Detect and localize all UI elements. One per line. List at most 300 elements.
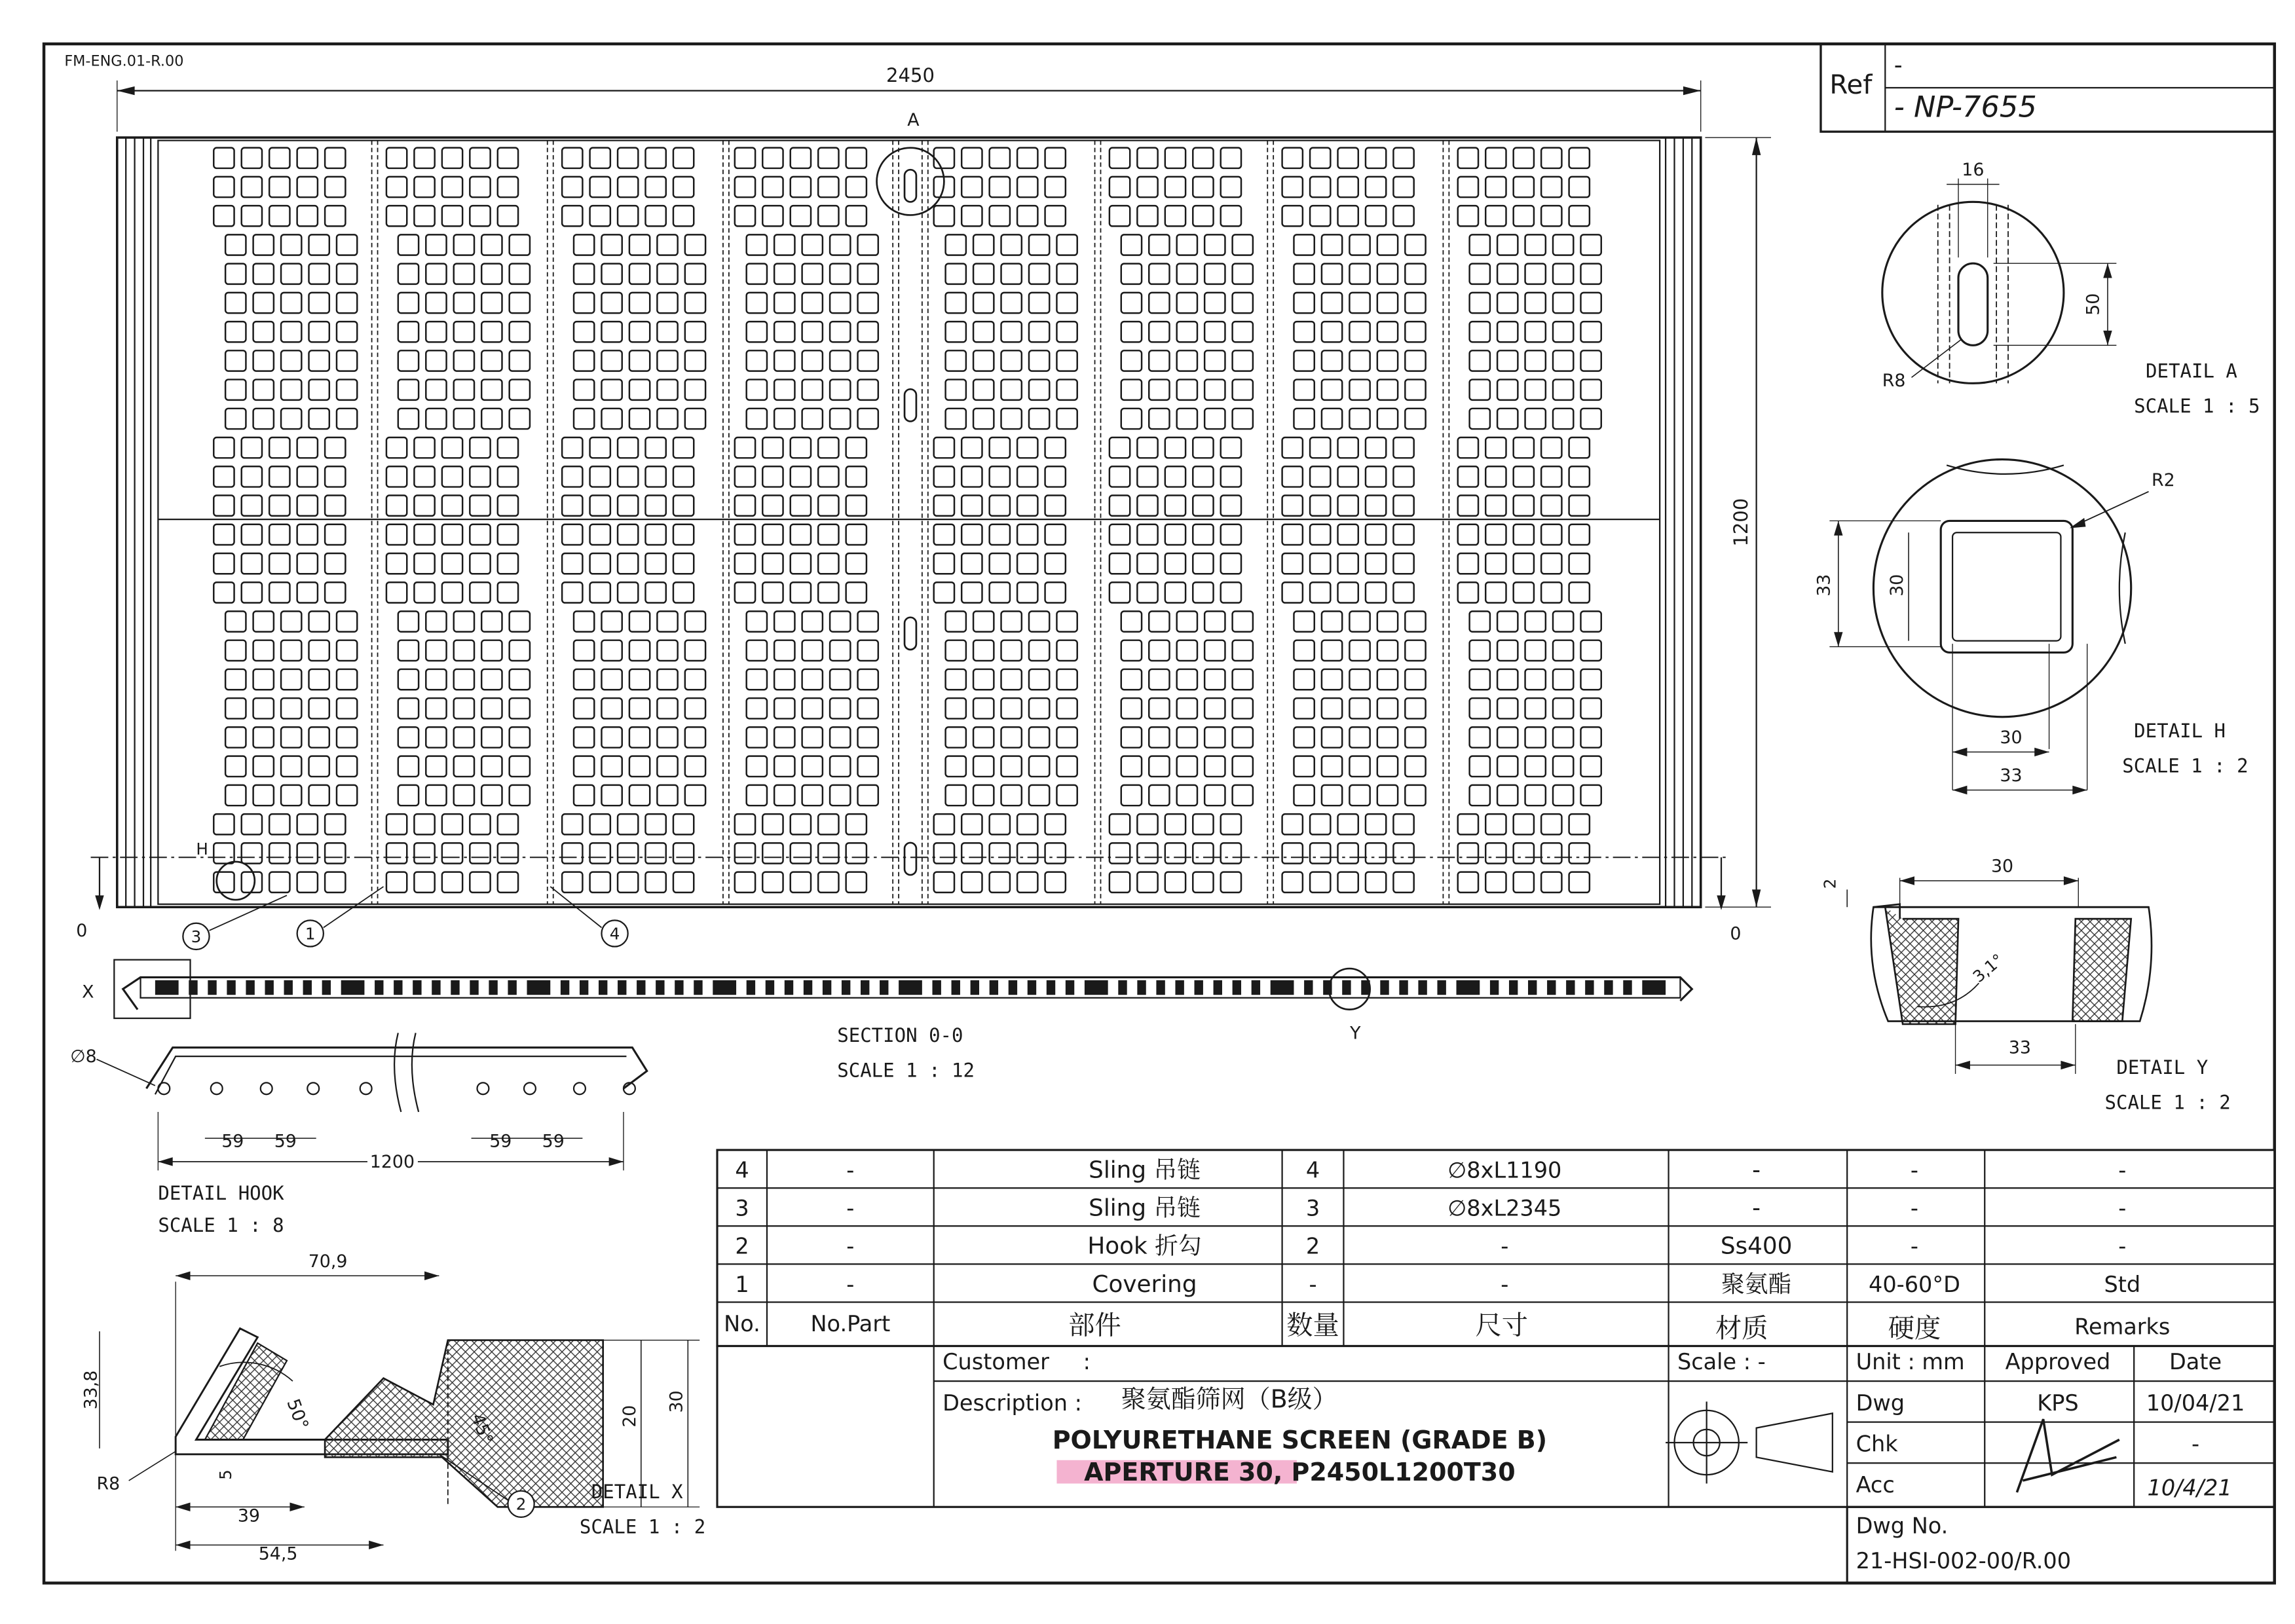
aperture [1017,177,1037,197]
aperture [1377,234,1398,255]
aperture [1149,611,1169,631]
aperture [481,785,502,805]
aperture [1121,234,1142,255]
aperture [1137,872,1157,893]
aperture [562,206,582,226]
aperture [269,814,289,834]
aperture [791,843,811,863]
aperture [498,437,518,458]
aperture [1017,206,1037,226]
aperture [973,350,994,371]
aperture [1029,785,1049,805]
aperture [601,322,622,342]
aperture [1282,437,1303,458]
aperture [1338,496,1358,516]
section-block [1137,980,1146,995]
aperture [590,525,610,545]
aperture [1514,582,1534,602]
aperture [858,756,878,777]
angle-3-1: 3,1° [1969,950,2007,987]
aperture [1029,293,1049,313]
aperture [818,148,838,168]
aperture [1514,814,1534,834]
aperture [1056,322,1077,342]
aperture [590,582,610,602]
aperture [242,206,262,226]
aperture [1470,350,1490,371]
aperture [1541,206,1561,226]
detail-x-title: DETAIL X [591,1480,683,1503]
aperture [629,756,650,777]
aperture [673,525,694,545]
aperture [1514,553,1534,574]
aperture [1485,582,1506,602]
aperture [1349,756,1370,777]
customer-label: Customer [942,1349,1049,1375]
aperture [269,466,289,487]
dwg-no: 21-HSI-002-00/R.00 [1856,1548,2072,1574]
hdr-size: 尺寸 [1475,1310,1529,1341]
aperture [1001,640,1022,661]
overall-height-dim: 1200 [1730,498,1753,547]
section-block [823,980,831,995]
aperture [337,727,357,747]
aperture [646,843,666,863]
aperture [762,814,783,834]
aperture [774,756,794,777]
aperture [685,322,705,342]
aperture [1338,525,1358,545]
aperture [590,177,610,197]
parts-cell-name: Sling 吊链 [1089,1156,1201,1184]
aperture [747,727,767,747]
aperture [830,234,850,255]
aperture [1294,698,1314,718]
aperture [1056,756,1077,777]
aperture [337,409,357,429]
aperture [818,466,838,487]
aperture [1165,437,1185,458]
aperture [1377,409,1398,429]
aperture [774,785,794,805]
aperture [934,437,954,458]
aperture [1233,640,1253,661]
aperture [1470,234,1490,255]
aperture [1349,264,1370,284]
aperture [225,727,246,747]
aperture [818,437,838,458]
aperture [1405,698,1425,718]
aperture [1393,206,1413,226]
aperture [1233,785,1253,805]
aperture [253,350,274,371]
aperture [442,437,462,458]
aperture [1525,322,1546,342]
aperture [281,785,301,805]
section-block [1028,980,1036,995]
aperture [1338,582,1358,602]
aperture [1177,669,1197,690]
aperture [802,785,823,805]
aperture [1349,727,1370,747]
section-block [1623,980,1632,995]
dim-16: 16 [1962,160,1985,181]
aperture [398,785,419,805]
aperture [1282,843,1303,863]
section-block [246,980,254,995]
aperture [1294,380,1314,400]
aperture [1056,785,1077,805]
aperture [1322,669,1342,690]
aperture [618,553,638,574]
aperture [1221,206,1241,226]
aperture [1377,727,1398,747]
aperture [498,525,518,545]
aperture [1045,496,1066,516]
aperture [858,350,878,371]
aperture [618,814,638,834]
aperture [1525,785,1546,805]
aperture [309,380,329,400]
detail-h-title: DETAIL H [2134,720,2226,743]
chk-signature [2017,1419,2119,1492]
aperture [1121,409,1142,429]
aperture [574,234,594,255]
aperture [590,553,610,574]
aperture [1366,466,1386,487]
detail-x-callout [114,960,190,1018]
aperture [858,727,878,747]
aperture [498,843,518,863]
aperture [657,640,677,661]
aperture [454,611,474,631]
aperture [269,437,289,458]
aperture [1017,148,1037,168]
aperture [1149,409,1169,429]
section-block [1252,980,1260,995]
aperture [1177,409,1197,429]
aperture [590,843,610,863]
aperture [1056,264,1077,284]
aperture [791,466,811,487]
aperture [454,234,474,255]
aperture [1204,322,1225,342]
aperture [762,525,783,545]
aperture [1541,872,1561,893]
aperture [1017,872,1037,893]
aperture [1001,669,1022,690]
aperture [481,409,502,429]
aperture [1569,814,1590,834]
aperture [1458,525,1478,545]
aperture [1137,525,1157,545]
aperture [386,814,407,834]
aperture [470,437,490,458]
aperture [1017,437,1037,458]
aperture [1366,206,1386,226]
aperture [1001,380,1022,400]
aperture [337,698,357,718]
parts-cell-size: - [1501,1233,1509,1259]
aperture [747,669,767,690]
aperture [1221,872,1241,893]
aperture [309,350,329,371]
aperture [802,611,823,631]
aperture [1056,727,1077,747]
aperture [1322,698,1342,718]
section-block [599,980,607,995]
balloon-4 [550,887,627,947]
aperture [747,322,767,342]
aperture [1001,350,1022,371]
aperture [1233,756,1253,777]
aperture [1233,264,1253,284]
aperture [309,669,329,690]
aperture [618,872,638,893]
aperture [214,525,234,545]
aperture [1121,611,1142,631]
detail-y-marker: Y [1350,1023,1361,1044]
aperture [1569,437,1590,458]
aperture [1470,727,1490,747]
parts-cell-no: 2 [735,1233,749,1259]
aperture [1393,496,1413,516]
aperture [1393,814,1413,834]
dim-30-v: 30 [1887,574,1908,597]
aperture [673,206,694,226]
aperture [1149,234,1169,255]
aperture [1470,409,1490,429]
aperture [1121,380,1142,400]
parts-cell-part: - [846,1157,855,1183]
aperture [846,582,867,602]
aperture [1204,293,1225,313]
parts-cell-material: - [1752,1194,1761,1222]
aperture [934,814,954,834]
aperture [1056,234,1077,255]
aperture [685,293,705,313]
aperture [214,148,234,168]
aperture [398,698,419,718]
aperture [1121,785,1142,805]
aperture [1193,525,1213,545]
aperture [973,756,994,777]
aperture [510,293,530,313]
section-block [1175,980,1184,995]
aperture [657,264,677,284]
aperture [1137,148,1157,168]
aperture [281,611,301,631]
aperture [426,611,446,631]
aperture [562,148,582,168]
aperture [325,466,345,487]
aperture [601,756,622,777]
aperture [818,553,838,574]
aperture [818,206,838,226]
detail-a-marker: A [907,110,920,131]
aperture [1485,814,1506,834]
parts-cell-qty: 2 [1305,1233,1320,1259]
detail-a [1882,160,2260,417]
aperture [1001,698,1022,718]
aperture [1393,148,1413,168]
dim-54-5: 54,5 [258,1543,298,1564]
aperture [601,409,622,429]
aperture [269,525,289,545]
aperture [297,466,318,487]
aperture [1525,727,1546,747]
aperture [1233,698,1253,718]
aperture [426,264,446,284]
aperture [214,843,234,863]
aperture [1221,814,1241,834]
parts-cell-no: 1 [735,1271,749,1297]
aperture [1110,553,1130,574]
aperture [1569,206,1590,226]
aperture [1485,525,1506,545]
aperture [1525,380,1546,400]
aperture [846,206,867,226]
aperture [973,293,994,313]
dim-20: 20 [619,1405,640,1428]
aperture [1165,466,1185,487]
aperture [646,525,666,545]
aperture [1525,669,1546,690]
detail-h-marker: H [196,839,208,858]
aperture [1405,669,1425,690]
aperture [1017,553,1037,574]
aperture [1204,698,1225,718]
section-block [1457,980,1480,995]
aperture [1580,293,1601,313]
aperture [1366,437,1386,458]
aperture [481,322,502,342]
section-block [227,980,235,995]
aperture [1514,206,1534,226]
aperture [990,525,1010,545]
aperture [309,640,329,661]
aperture [242,553,262,574]
aperture [297,843,318,863]
aperture [646,814,666,834]
aperture [281,234,301,255]
aperture [225,409,246,429]
aperture [1056,611,1077,631]
aperture [1294,322,1314,342]
dim-33-h: 33 [2000,766,2023,786]
aperture [242,437,262,458]
section-block [1233,980,1241,995]
chk-label: Chk [1856,1431,1898,1457]
aperture [629,264,650,284]
aperture [1193,466,1213,487]
section-block [1528,980,1537,995]
aperture [802,380,823,400]
aperture [657,322,677,342]
aperture [1525,698,1546,718]
aperture [1121,698,1142,718]
aperture [1514,496,1534,516]
aperture [281,380,301,400]
aperture [1137,206,1157,226]
radius-r2: R2 [2152,470,2175,490]
aperture [1553,264,1573,284]
aperture [442,553,462,574]
aperture [1029,350,1049,371]
aperture [646,496,666,516]
aperture [1149,264,1169,284]
aperture [1470,322,1490,342]
hdr-part: No.Part [810,1311,891,1337]
aperture [1149,350,1169,371]
aperture [1165,177,1185,197]
aperture [1137,496,1157,516]
aperture [337,234,357,255]
aperture [1458,437,1478,458]
aperture [858,234,878,255]
aperture [325,525,345,545]
aperture [1149,293,1169,313]
aperture [1110,872,1130,893]
aperture [1233,727,1253,747]
aperture [281,640,301,661]
aperture [1045,872,1066,893]
aperture [946,409,966,429]
aperture [830,698,850,718]
section-block [265,980,273,995]
aperture [242,525,262,545]
aperture [386,437,407,458]
aperture [1204,727,1225,747]
aperture [1338,148,1358,168]
aperture [618,206,638,226]
aperture [590,872,610,893]
aperture [973,264,994,284]
aperture [574,611,594,631]
aperture [1377,322,1398,342]
aperture [1221,437,1241,458]
aperture [973,234,994,255]
radius-r8: R8 [96,1473,121,1494]
aperture [1458,496,1478,516]
aperture [1310,553,1330,574]
aperture [1017,814,1037,834]
aperture [990,582,1010,602]
aperture [1282,814,1303,834]
dim-70-9: 70,9 [308,1251,348,1272]
aperture [1110,843,1130,863]
aperture [426,293,446,313]
radius-r8-a: R8 [1882,370,1906,391]
aperture [253,785,274,805]
aperture [1294,264,1314,284]
description-label: Description : [942,1390,1082,1416]
aperture [1338,206,1358,226]
detail-hook-scale: SCALE 1 : 8 [158,1214,284,1237]
aperture [325,814,345,834]
aperture [1193,843,1213,863]
aperture [225,234,246,255]
parts-cell-size: ∅8xL1190 [1447,1157,1562,1183]
aperture [973,785,994,805]
aperture [1121,350,1142,371]
parts-cell-remarks: - [2118,1233,2127,1259]
aperture [735,437,755,458]
dim-50: 50 [2083,293,2104,316]
aperture [1497,293,1518,313]
aperture [1017,466,1037,487]
aperture [309,322,329,342]
